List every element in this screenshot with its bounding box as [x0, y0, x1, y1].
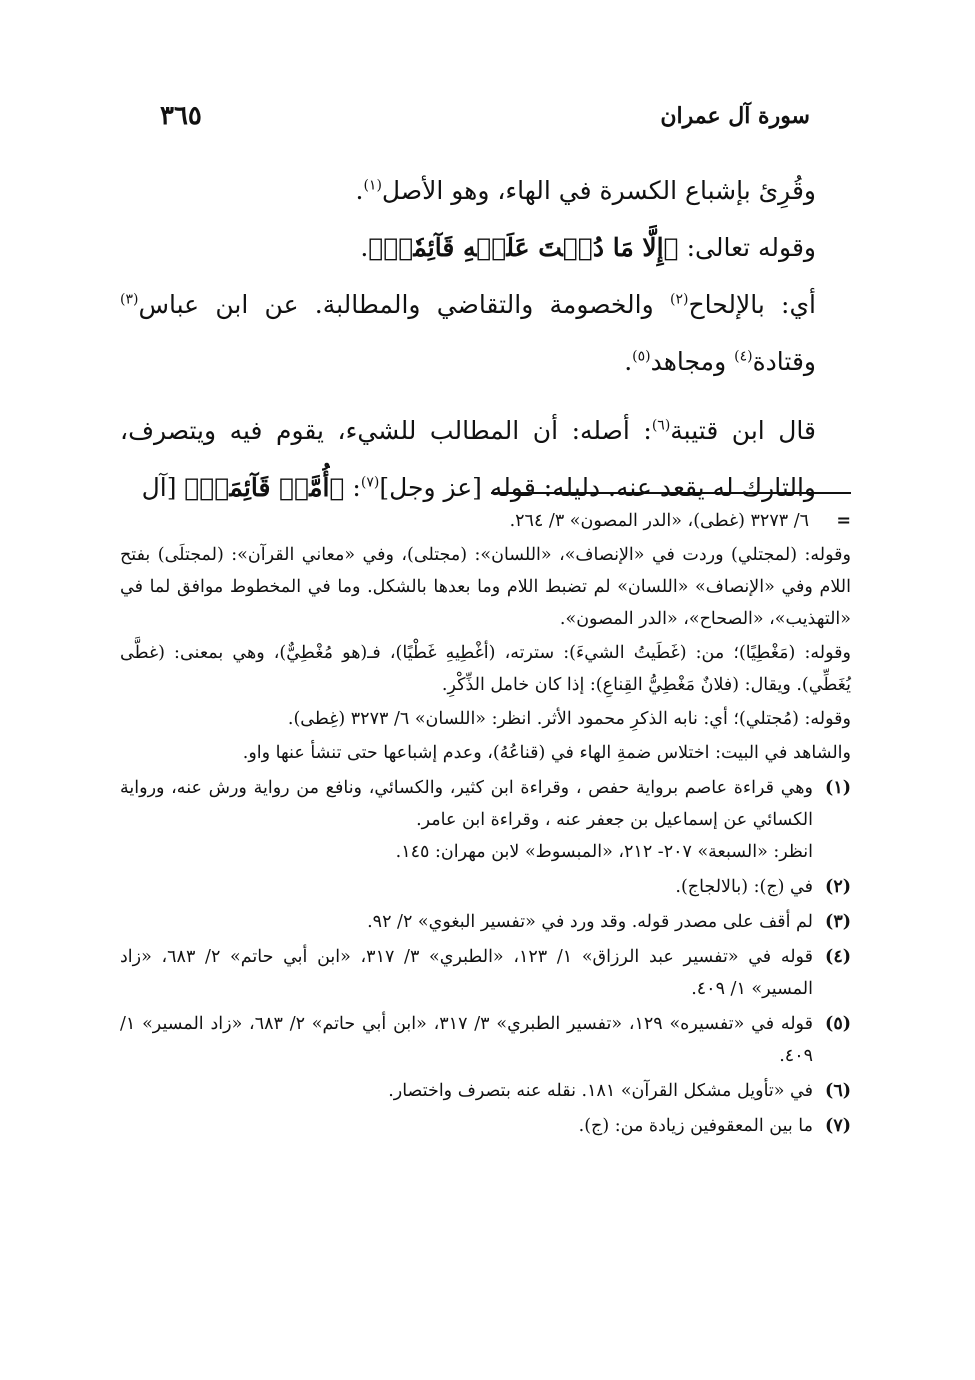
- main-text-segment: :: [344, 473, 361, 502]
- footnote-ref-6: (٦): [651, 417, 671, 434]
- footnote-text: قوله في «تفسيره» ١٢٩، «تفسير الطبري» ٣/ ٣١٧، «ابن أبي حاتم» ٢/ ٦٨٣، «زاد المسير» ١/ ٤٠٩.: [120, 1014, 813, 1066]
- footnote-2: [120, 871, 851, 903]
- footnote-6: [120, 1075, 851, 1107]
- main-text-segment: : أصله: أن المطالب للشيء، يقوم فيه ويتصرف، والتارك له يقعد عنه. دليله: قوله [عز وجل]: [120, 416, 816, 502]
- footnote-body: [120, 1008, 813, 1072]
- footnote-text: في «تأويل مشكل القرآن» ١٨١. نقله عنه بتصرف واختصار.: [388, 1081, 813, 1101]
- footnote-divider: [491, 492, 851, 494]
- footnote-text: في (ج): (بالالجاج).: [675, 877, 813, 897]
- footnote-text: قوله في «تفسير عبد الرزاق» ١/ ١٢٣، «الطبري» ٣/ ٣١٧، «ابن أبي حاتم» ٢/ ٦٨٣، «زاد المسير» ١/ ٤٠٩.: [120, 947, 813, 999]
- footnote-ref-4: (٤): [734, 348, 753, 365]
- footnote-ref-1: (١): [363, 177, 382, 194]
- main-paragraph-3: [120, 276, 851, 390]
- footnote-continuation-line: وقوله: (مَغْطِيًا)؛ من: (غَطَيتُ الشيءَ): سترته، (أغْطِيهِ غَطْيًا)، فـ(هو مُغْطِيٌّ)، وهي بمعنى: (غطَّى يُغَطِّي). ويقال: (فلانٌ مَغْطِيُّ القِناعِ): إذا كان خامل الذِّكْرِ.: [120, 643, 851, 695]
- footnote-ref-5: (٥): [632, 348, 651, 365]
- footnote-number: (٤): [825, 947, 851, 967]
- footnote-continuation-line: وقوله: (مُجتلي)؛ أي: نابه الذكرِ محمود الأثر. انظر: «اللسان» ٦/ ٣٢٧٣ (غِطى).: [287, 709, 851, 729]
- footnote-number: (٦): [825, 1081, 851, 1101]
- footnote-7: [120, 1110, 851, 1142]
- main-text-segment: ومجاهد: [650, 347, 735, 376]
- footnote-continuation-line: [120, 505, 851, 537]
- footnote-text: ٦/ ٣٢٧٣ (غطى)، «الدر المصون» ٣/ ٢٦٤.: [509, 511, 809, 531]
- continuation-mark: =: [836, 511, 851, 531]
- footnote-5: [120, 1008, 851, 1072]
- main-text-segment: والخصومة والتقاضي والمطالبة. عن ابن عباس: [138, 290, 670, 319]
- footnote-body: [120, 1110, 813, 1142]
- footnote-number: (٧): [825, 1116, 851, 1136]
- main-text-segment: قال ابن قتيبة: [670, 416, 816, 445]
- footnote-continuation-line: وقوله: (لمجتلي) وردت في «الإنصاف»، «اللسان»: (مجتلى)، وفي «معاني القرآن»: (لمجتلَى) بفتح اللام وفي «الإنصاف» «اللسان» لم تضبط اللام وما بعدها بالشكل. وما في المخطوط موافق لما في «التهذيب»، «الصحاح»، «الدر المصون».: [120, 545, 851, 629]
- footnote-text: وهي قراءة عاصم برواية حفص ، وقراءة ابن كثير، والكسائي، ونافع من رواية ورش عنه، ورواية الكسائي عن إسماعيل بن جعفر عنه ، وقراءة ابن عامر.: [120, 778, 813, 830]
- main-text-segment: [آل: [141, 473, 185, 502]
- footnote-body: [120, 941, 813, 1005]
- main-text-segment: .: [360, 233, 369, 262]
- footnote-ref-7: (٧): [360, 474, 380, 491]
- footnote-text: لم أقف على مصدر قوله. وقد ورد في «تفسير البغوي» ٢/ ٩٢.: [367, 912, 813, 932]
- main-text-segment: .: [624, 347, 633, 376]
- footnote-ref-3: (٣): [120, 291, 139, 308]
- footnote-number: (١): [825, 778, 851, 798]
- main-text-segment: وقُرِئ بإشباع الكسرة في الهاء، وهو الأصل: [381, 176, 816, 205]
- footnote-number: (٢): [825, 877, 851, 897]
- footnote-4: [120, 941, 851, 1005]
- main-paragraph-4: [120, 402, 851, 516]
- quran-verse: ﴿أُمَّةٞ قَآئِمَةٞ﴾: [184, 473, 345, 502]
- footnote-continuation-line: والشاهد في البيت: اختلاس ضمةِ الهاء في (قناعُهُ)، وعدم إشباعها حتى تنشأ عنها واو.: [242, 743, 851, 763]
- footnote-number: (٣): [825, 912, 851, 932]
- footnote-number: (٥): [825, 1014, 851, 1034]
- footnote-body: [120, 906, 813, 938]
- footnote-ref-2: (٢): [669, 291, 689, 308]
- footnote-1: [120, 772, 851, 868]
- page-number: ٣٦٥: [160, 101, 202, 131]
- main-paragraph-2: [120, 219, 851, 276]
- quran-verse: ﴿إِلَّا مَا دُمۡتَ عَلَيۡهِ قَآئِمٗاۗ﴾: [368, 233, 679, 262]
- main-text: [120, 162, 851, 516]
- footnote-text: ما بين المعقوفين زيادة من: (ج).: [578, 1116, 813, 1136]
- main-text-segment: أي: بالإلحاح: [688, 290, 816, 319]
- footnote-text: انظر: «السبعة» ٢٠٧- ٢١٢، «المبسوط» لابن مهران: ١٤٥.: [395, 842, 813, 862]
- chapter-title: سورة آل عمران: [660, 103, 810, 129]
- main-text-segment: وقوله تعالى:: [678, 233, 816, 262]
- main-text-segment: وقتادة: [752, 347, 816, 376]
- main-paragraph-1: [120, 162, 851, 219]
- main-text-segment: .: [355, 176, 364, 205]
- page-header: [160, 96, 810, 136]
- footnotes-section: [120, 505, 851, 1142]
- footnote-3: [120, 906, 851, 938]
- footnote-body: [120, 871, 813, 903]
- footnote-body: [120, 772, 813, 868]
- footnote-body: [120, 1075, 813, 1107]
